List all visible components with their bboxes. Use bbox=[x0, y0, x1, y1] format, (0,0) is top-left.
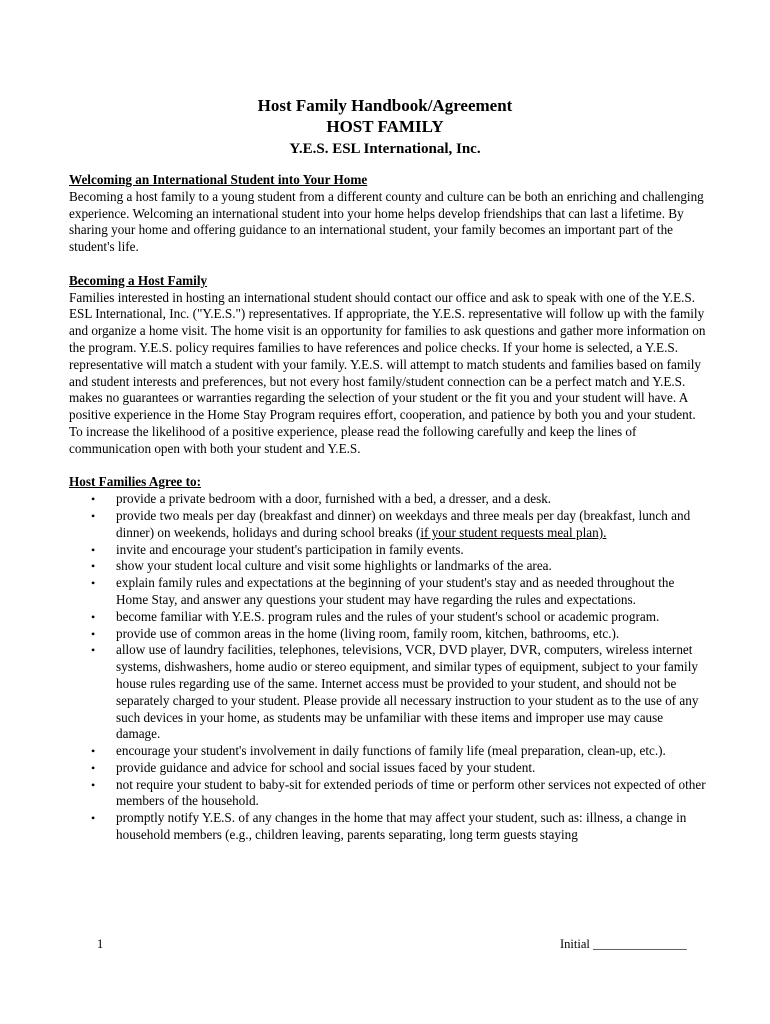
bullet-icon: • bbox=[91, 508, 96, 523]
bullet-icon: • bbox=[91, 744, 96, 759]
list-item: • encourage your student's involvement in daily functions of family life (meal preparation, clean-up, etc.). bbox=[91, 743, 666, 759]
list-item: • show your student local culture and visit some highlights or landmarks of the area. bbox=[91, 558, 552, 574]
section-heading-welcoming: Welcoming an International Student into Your Home bbox=[69, 172, 368, 187]
section-body-becoming: Families interested in hosting an international student should contact our office and ask to speak with one of the Y.E.S. ESL International, Inc. ("Y.E.S.") representatives. If appropriate, the Y.E.S. representative will follow up with the family and organize a home visit. The home visit is an opportunity for families to ask questions and gather more information on the program. Y.E.S. policy requires families to have references and police checks. If your home is selected, a Y.E.S. representative will match a student with your family. Y.E.S. will attempt to match students and families based on family and student interests and preferences, but not every host family/student connection can be a perfect match and Y.E.S. makes no guarantees or warranties regarding the selection of your student or the fit you and your student will have. A positive experience in the Home Stay Program requires effort, cooperation, and patience by both you and your student. To increase the likelihood of a positive experience, please read the following carefully and keep the lines of communication open with both your student and Y.E.S. bbox=[69, 289, 706, 456]
document-header bbox=[0, 95, 770, 159]
bullet-icon: • bbox=[91, 492, 96, 507]
organization-name: Y.E.S. ESL International, Inc. bbox=[289, 141, 481, 157]
agreement-list bbox=[69, 491, 709, 844]
bullet-icon: • bbox=[91, 576, 96, 591]
section-agree bbox=[69, 474, 709, 844]
page-number: 1 bbox=[97, 937, 104, 951]
list-item: • provide two meals per day (breakfast and dinner) on weekdays and three meals per day (breakfast, lunch and dinner) on weekends, holidays and during school breaks (if your student requests meal plan). bbox=[91, 507, 691, 540]
bullet-icon: • bbox=[91, 609, 96, 624]
section-becoming bbox=[69, 273, 709, 458]
section-body-welcoming: Becoming a host family to a young student from a different county and culture can be both an enriching and challenging experience. Welcoming an international student into your home helps develop friendships that can last a lifetime. By sharing your home and offering guidance to an international student, your family becomes an important part of the student's life. bbox=[69, 188, 704, 255]
list-item: • explain family rules and expectations at the beginning of your student's stay and as needed throughout the Home Stay, and answer any questions your student may have regarding the rules and expectations. bbox=[91, 575, 675, 607]
list-item: • promptly notify Y.E.S. of any changes in the home that may affect your student, such as: illness, a change in household members (e.g., children leaving, parents separating, long term guests staying bbox=[91, 810, 687, 843]
document-body bbox=[69, 172, 709, 844]
bullet-icon: • bbox=[91, 643, 96, 658]
list-item: • provide guidance and advice for school and social issues faced by your student. bbox=[91, 759, 536, 775]
bullet-icon: • bbox=[91, 760, 96, 775]
bullet-icon: • bbox=[91, 811, 96, 826]
list-item: • invite and encourage your student's participation in family events. bbox=[91, 541, 464, 557]
list-item: • allow use of laundry facilities, telephones, televisions, VCR, DVD player, DVR, computers, wireless internet systems, dishwashers, home audio or stereo equipment, and similar types of equipment, subject to your family house rules regarding use of the same. Internet access must be provided to your student, and should not be separately charged to your student. Please provide all necessary instruction to your student as to the use of any such devices in your home, as students may be unfamiliar with these items and improper use may cause damage. bbox=[91, 642, 699, 742]
bullet-icon: • bbox=[91, 777, 96, 792]
bullet-icon: • bbox=[91, 626, 96, 641]
list-item: • provide use of common areas in the home (living room, family room, kitchen, bathrooms, etc.). bbox=[91, 625, 620, 641]
section-welcoming bbox=[69, 172, 709, 256]
section-heading-becoming: Becoming a Host Family bbox=[69, 272, 208, 288]
section-heading-agree: Host Families Agree to: bbox=[69, 474, 201, 490]
bullet-icon: • bbox=[91, 542, 96, 557]
initial-field[interactable]: Initial _______________ bbox=[560, 937, 687, 951]
list-item: • become familiar with Y.E.S. program rules and the rules of your student's school or academic program. bbox=[91, 608, 660, 624]
document-title: Host Family Handbook/Agreement bbox=[257, 96, 513, 115]
list-item: • provide a private bedroom with a door, furnished with a bed, a dresser, and a desk. bbox=[91, 491, 552, 507]
list-item: • not require your student to baby-sit for extended periods of time or perform other services not expected of other members of the household. bbox=[91, 776, 706, 809]
document-subtitle: HOST FAMILY bbox=[326, 117, 444, 136]
bullet-icon: • bbox=[91, 559, 96, 574]
meal-plan-note: if your student requests meal plan). bbox=[420, 524, 607, 540]
